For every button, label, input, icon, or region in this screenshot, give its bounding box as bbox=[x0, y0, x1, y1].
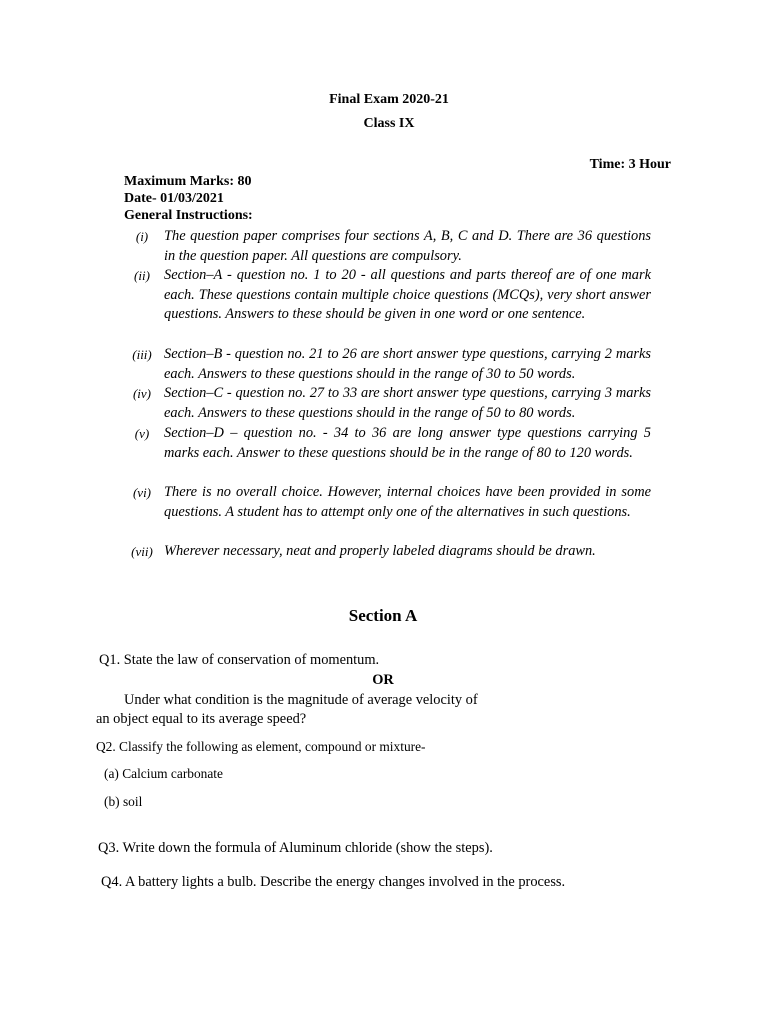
section-a-title: Section A bbox=[348, 606, 418, 625]
question-3: Q3. Write down the formula of Aluminum chloride (show the steps). bbox=[98, 840, 493, 856]
instruction-item bbox=[124, 266, 651, 325]
question-2-option-a: (a) Calcium carbonate bbox=[104, 766, 223, 781]
instruction-item bbox=[124, 227, 651, 266]
time-label: Time: 3 Hour bbox=[589, 157, 671, 172]
instruction-text: Section–D – question no. - 34 to 36 are long answer type questions carrying 5 marks each. Answer to these questions should be in the range of 80 to 120 words. bbox=[164, 425, 651, 461]
instruction-item bbox=[124, 483, 651, 522]
question-2-option-b: (b) soil bbox=[104, 794, 143, 809]
instruction-text: The question paper comprises four sections A, B, C and D. There are 36 questions in the question paper. All questions are compulsory. bbox=[164, 228, 651, 264]
instruction-item bbox=[124, 542, 651, 562]
instruction-text: Section–C - question no. 27 to 33 are short answer type questions, carrying 3 marks each. Answers to these questions should in the range of 50 to 80 words. bbox=[164, 385, 651, 421]
or-label: OR bbox=[372, 672, 394, 688]
max-marks: Maximum Marks: 80 bbox=[124, 174, 252, 189]
instructions-heading: General Instructions: bbox=[124, 208, 253, 223]
instruction-number: (v) bbox=[134, 426, 150, 441]
instruction-text: Wherever necessary, neat and properly labeled diagrams should be drawn. bbox=[164, 543, 596, 559]
question-1-alternative: Under what condition is the magnitude of average velocity of bbox=[124, 692, 478, 708]
exam-date: Date- 01/03/2021 bbox=[124, 191, 224, 206]
instruction-text: Section–B - question no. 21 to 26 are short answer type questions, carrying 2 marks each. Answers to these questions should in the range of 30 to 50 words. bbox=[164, 346, 651, 382]
instruction-number: (ii) bbox=[134, 268, 150, 283]
instruction-text: There is no overall choice. However, internal choices have been provided in some questions. A student has to attempt only one of the alternatives in such questions. bbox=[164, 484, 651, 520]
question-2: Q2. Classify the following as element, compound or mixture- bbox=[96, 739, 426, 754]
question-1: Q1. State the law of conservation of momentum. bbox=[99, 652, 380, 668]
instruction-text: Section–A - question no. 1 to 20 - all questions and parts thereof are of one mark each. These questions contain multiple choice questions (MCQs), very short answer questions. Answers to these should be given in one word or one sentence. bbox=[164, 267, 651, 322]
question-1-alternative: an object equal to its average speed? bbox=[96, 711, 307, 727]
instruction-number: (vii) bbox=[131, 544, 153, 559]
instruction-item bbox=[124, 345, 651, 384]
instruction-number: (iv) bbox=[132, 386, 152, 401]
exam-title: Final Exam 2020-21 bbox=[329, 92, 449, 107]
instruction-number: (i) bbox=[135, 229, 149, 244]
instruction-number: (vi) bbox=[132, 485, 152, 500]
class-label: Class IX bbox=[363, 116, 415, 131]
instruction-item bbox=[124, 424, 651, 463]
instruction-number: (iii) bbox=[132, 347, 152, 362]
instruction-item bbox=[124, 384, 651, 423]
question-4: Q4. A battery lights a bulb. Describe the energy changes involved in the process. bbox=[101, 874, 566, 890]
